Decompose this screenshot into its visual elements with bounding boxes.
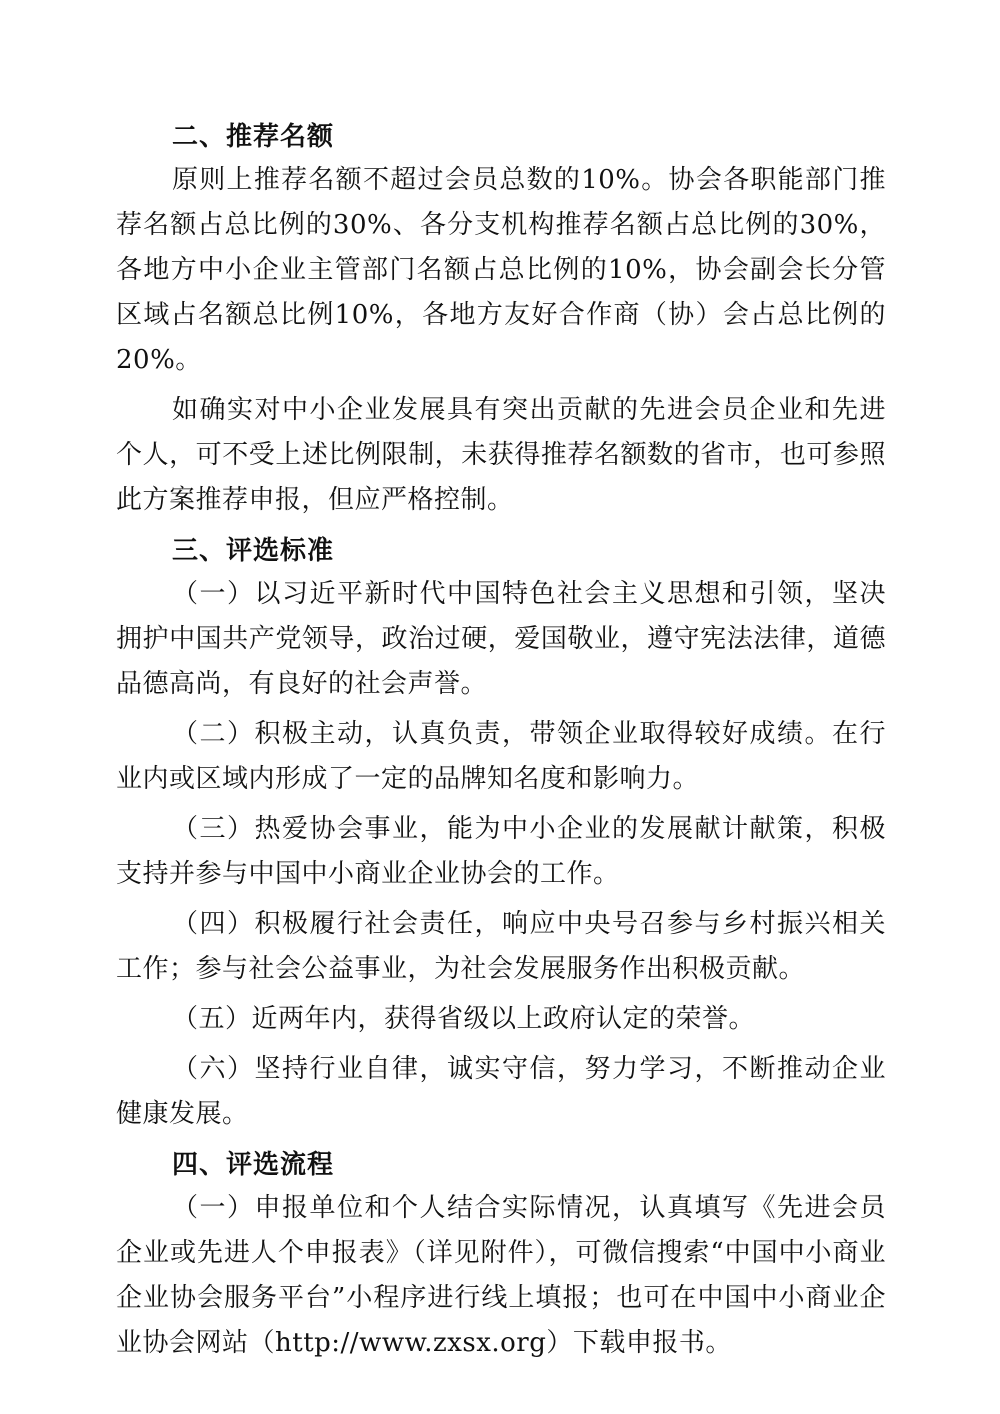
section-heading-selection-criteria: 三、评选标准 [172,536,335,566]
section-heading-recommendation-quota: 二、推荐名额 [172,122,335,152]
criteria-item-2: （二）积极主动，认真负责，带领企业取得较好成绩。在行业内或区域内形成了一定的品牌知名度和影响力。 [116,719,886,794]
criteria-item-3: （三）热爱协会事业，能为中小企业的发展献计献策，积极支持并参与中国中小商业企业协会的工作。 [116,814,886,889]
criteria-item-1: （一）以习近平新时代中国特色社会主义思想和引领，坚决拥护中国共产党领导，政治过硬，爱国敬业，遵守宪法法律，道德品德高尚，有良好的社会声誉。 [116,579,886,699]
paragraph-quota-exception: 如确实对中小企业发展具有突出贡献的先进会员企业和先进个人，可不受上述比例限制，未获得推荐名额数的省市，也可参照此方案推荐申报，但应严格控制。 [116,395,886,515]
process-item-1: （一）申报单位和个人结合实际情况，认真填写《先进会员企业或先进人个申报表》（详见附件），可微信搜索“中国中小商业企业协会服务平台”小程序进行线上填报；也可在中国中小商业企业协会网站（http://www.zxsx.org）下载申报书。 [116,1193,886,1358]
paragraph-quota-ratio: 原则上推荐名额不超过会员总数的10%。协会各职能部门推荐名额占总比例的30%、各分支机构推荐名额占总比例的30%，各地方中小企业主管部门名额占总比例的10%，协会副会长分管区域占名额总比例10%，各地方友好合作商（协）会占总比例的20%。 [116,165,886,375]
criteria-item-5: （五）近两年内，获得省级以上政府认定的荣誉。 [172,1004,756,1034]
section-heading-selection-process: 四、评选流程 [172,1150,335,1180]
document-body [116,114,886,1366]
criteria-item-6: （六）坚持行业自律，诚实守信，努力学习，不断推动企业健康发展。 [116,1054,886,1129]
criteria-item-4: （四）积极履行社会责任，响应中央号召参与乡村振兴相关工作；参与社会公益事业，为社会发展服务作出积极贡献。 [116,909,886,984]
